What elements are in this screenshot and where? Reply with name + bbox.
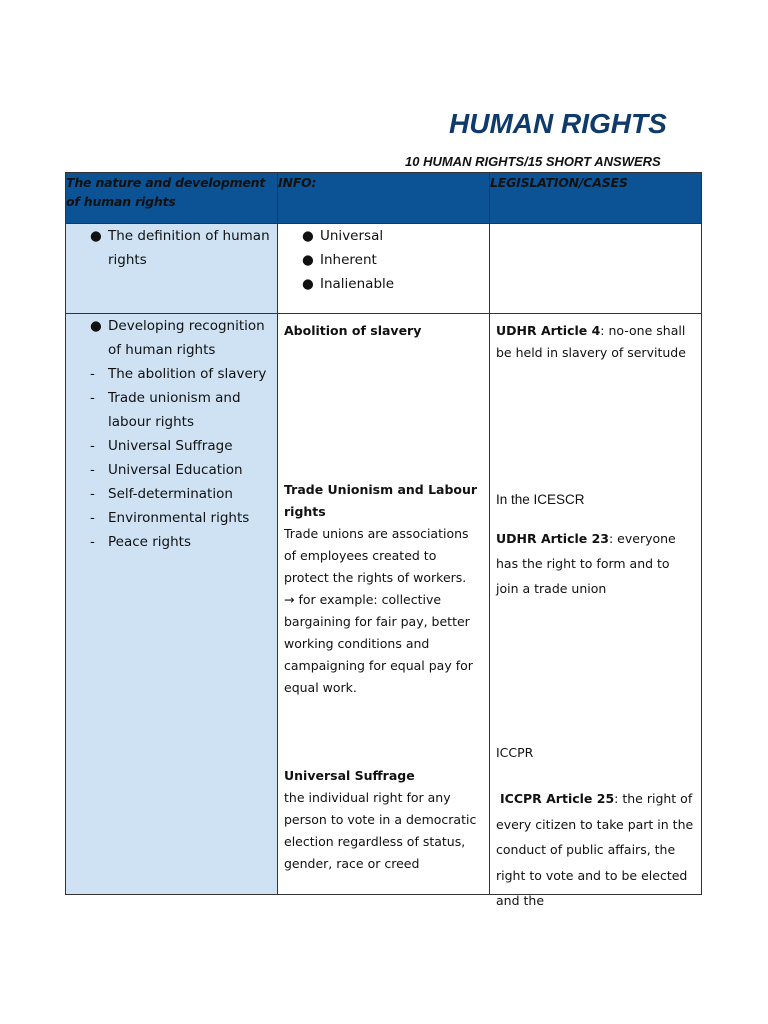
trade-heading: Trade Unionism and Labour rights [284, 482, 478, 519]
list-item [92, 362, 277, 386]
list-item [304, 224, 489, 248]
iccpr-article-25-label: ICCPR Article 25 [500, 791, 615, 806]
column-header-legislation: LEGISLATION/CASES [490, 173, 702, 224]
list-item [92, 530, 277, 554]
trade-unionism-block [284, 479, 483, 699]
suffrage-text: the individual right for any person to vote in a democratic election regardless of status, gender, race or creed [284, 790, 477, 871]
topic-list [66, 314, 277, 554]
table-header-row [66, 173, 702, 224]
dash-icon: - [90, 510, 95, 526]
udhr-article-23-label: UDHR Article 23 [496, 531, 609, 546]
dash-icon: - [90, 390, 95, 406]
list-item [304, 248, 489, 272]
suffrage-heading: Universal Suffrage [284, 768, 415, 783]
topic-cell [66, 314, 278, 895]
bullet-icon: ● [90, 318, 102, 334]
iccpr-note: ICCPR [496, 745, 534, 760]
dash-icon: - [90, 534, 95, 550]
human-rights-table [65, 172, 702, 908]
list-item [92, 314, 277, 362]
topic-sub-item: Peace rights [108, 534, 192, 550]
table-row [66, 224, 702, 314]
bullet-icon: ● [302, 252, 314, 268]
info-list [278, 224, 489, 296]
dash-icon: - [90, 366, 95, 382]
column-header-info: INFO: [278, 173, 490, 224]
bullet-icon: ● [302, 276, 314, 292]
dash-icon: - [90, 462, 95, 478]
topic-sub-item: Universal Education [108, 462, 243, 478]
topic-developing-recognition: Developing recognition of human rights [108, 318, 265, 358]
udhr-article-4-text: : no-one shall be held in slavery of servitude [496, 323, 686, 360]
topic-list [66, 224, 277, 272]
udhr-article-4 [496, 320, 695, 364]
udhr-article-23 [496, 526, 695, 601]
dash-icon: - [90, 486, 95, 502]
list-item [92, 482, 277, 506]
page-subtitle: 10 HUMAN RIGHTS/15 SHORT ANSWERS [405, 154, 661, 169]
iccpr-article-25-text: : the right of every citizen to take part in the conduct of public affairs, the right to vote and to be elected and the [496, 791, 694, 908]
info-inalienable: Inalienable [320, 276, 395, 292]
legislation-cell [490, 224, 702, 314]
bullet-icon: ● [90, 228, 102, 244]
column-header-topic: The nature and development of human rights [66, 173, 278, 224]
info-cell [278, 224, 490, 314]
table-row [66, 314, 702, 895]
list-item [92, 506, 277, 530]
legislation-cell [490, 314, 702, 908]
info-universal: Universal [320, 228, 384, 244]
trade-text: Trade unions are associations of employees created to protect the rights of workers. [284, 526, 469, 585]
topic-sub-item: Environmental rights [108, 510, 250, 526]
topic-definition: The definition of human rights [108, 228, 270, 268]
list-item [92, 458, 277, 482]
list-item [92, 224, 277, 272]
bullet-icon: ● [302, 228, 314, 244]
info-inherent: Inherent [320, 252, 377, 268]
trade-example: → for example: collective bargaining for fair pay, better working conditions and campaigning for equal pay for equal work. [284, 592, 473, 695]
topic-sub-item: Self-determination [108, 486, 233, 502]
list-item [304, 272, 489, 296]
topic-sub-item: Universal Suffrage [108, 438, 233, 454]
iccpr-article-25 [496, 786, 695, 914]
list-item [92, 434, 277, 458]
udhr-article-23-text: : everyone has the right to form and to join a trade union [496, 531, 676, 596]
udhr-article-4-label: UDHR Article 4 [496, 323, 601, 338]
topic-sub-item: The abolition of slavery [108, 366, 267, 382]
topic-cell [66, 224, 278, 314]
info-cell [278, 314, 490, 895]
suffrage-block [284, 765, 483, 875]
list-item [92, 386, 277, 434]
topic-sub-item: Trade unionism and labour rights [108, 390, 241, 430]
slavery-heading: Abolition of slavery [284, 323, 422, 338]
page-title: HUMAN RIGHTS [449, 108, 667, 139]
dash-icon: - [90, 438, 95, 454]
icescr-note: In the ICESCR [496, 492, 585, 507]
